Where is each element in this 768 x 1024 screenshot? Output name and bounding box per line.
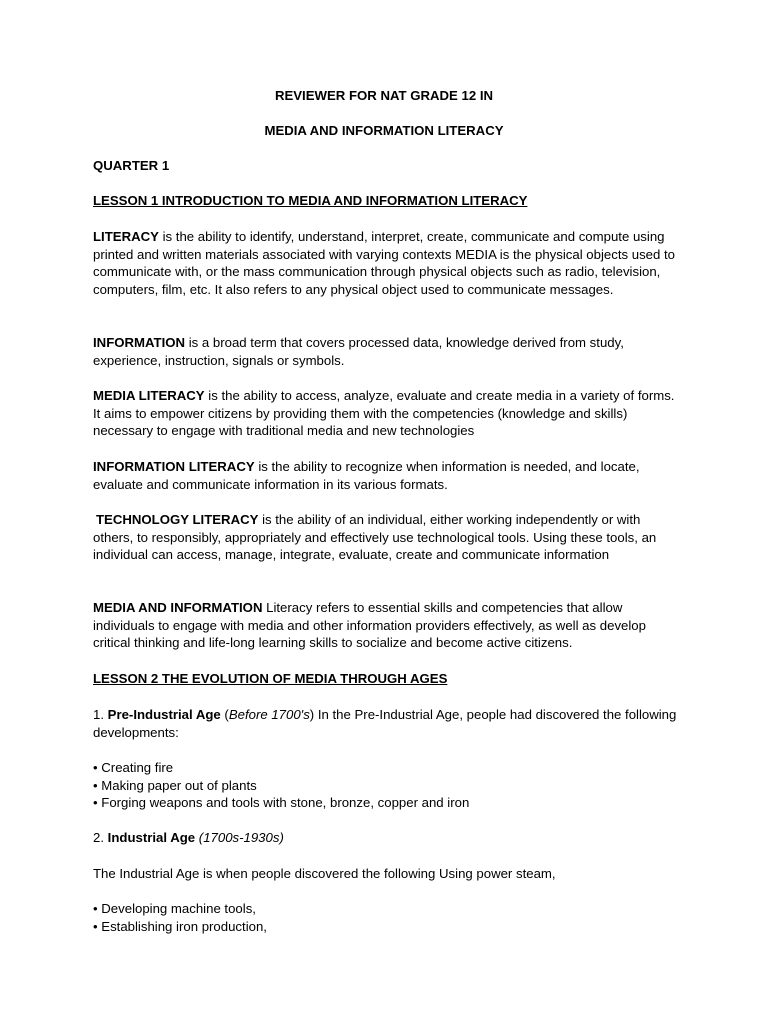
media-literacy-paragraph xyxy=(93,387,683,440)
list-item: • Forging weapons and tools with stone, bronze, copper and iron xyxy=(93,795,470,811)
lesson2-heading: LESSON 2 THE EVOLUTION OF MEDIA THROUGH AGES xyxy=(93,671,448,686)
list-item: • Creating fire xyxy=(93,760,174,775)
information-term: INFORMATION xyxy=(93,335,186,350)
age1-period: Before 1700's xyxy=(228,707,310,722)
doc-title-line1: REVIEWER FOR NAT GRADE 12 IN xyxy=(274,88,494,103)
technology-literacy-term: TECHNOLOGY LITERACY xyxy=(96,512,259,527)
information-literacy-definition: is the ability to recognize when information is needed, and locate, evaluate and communicate information in its various formats. xyxy=(93,459,640,492)
age1-number: 1. xyxy=(93,707,108,722)
age1-description: ) In the Pre-Industrial Age, people had discovered the following developments: xyxy=(93,707,677,740)
age1-name: Pre-Industrial Age xyxy=(107,707,221,722)
literacy-paragraph xyxy=(93,228,683,299)
media-literacy-definition: is the ability to access, analyze, evaluate and create media in a variety of forms. It aims to empower citizens by providing them with the competencies (knowledge and skills) necessary to engage with traditional media and new technologies xyxy=(93,388,675,439)
doc-title-line2: MEDIA AND INFORMATION LITERACY xyxy=(264,123,504,138)
information-definition: is a broad term that covers processed data, knowledge derived from study, experience, instruction, signals or symbols. xyxy=(93,335,624,368)
mil-paragraph xyxy=(93,599,683,652)
age1-paren-open: ( xyxy=(220,707,229,722)
mil-term: MEDIA AND INFORMATION xyxy=(93,600,263,615)
age2-period: (1700s-1930s) xyxy=(198,830,284,845)
list-item: • Making paper out of plants xyxy=(93,777,257,793)
lesson1-heading: LESSON 1 INTRODUCTION TO MEDIA AND INFORMATION LITERACY xyxy=(93,193,528,208)
industrial-age-intro: The Industrial Age is when people discovered the following Using power steam, xyxy=(93,866,556,881)
quarter-heading: QUARTER 1 xyxy=(93,158,170,173)
information-literacy-term: INFORMATION LITERACY xyxy=(93,459,255,474)
technology-literacy-paragraph xyxy=(93,511,683,564)
media-literacy-term: MEDIA LITERACY xyxy=(93,388,205,403)
literacy-term: LITERACY xyxy=(93,229,159,244)
age2-bullet-list xyxy=(93,900,683,935)
mil-definition: Literacy refers to essential skills and competencies that allow individuals to engage with media and other information providers effectively, as well as develop critical thinking and life-long learning skills to socialize and become active citizens. xyxy=(93,600,646,651)
list-item: • Developing machine tools, xyxy=(93,901,256,916)
age1-bullet-list xyxy=(93,759,683,812)
information-literacy-paragraph xyxy=(93,458,683,493)
industrial-age-heading xyxy=(93,829,683,847)
pre-industrial-age-paragraph xyxy=(93,706,683,741)
age2-name: Industrial Age xyxy=(107,830,196,845)
literacy-definition: is the ability to identify, understand, interpret, create, communicate and compute using printed and written materials associated with varying contexts MEDIA is the physical objects used to communicate with, or the mass communication through physical objects such as radio, television, computers, film, etc. It also refers to any physical object used to communicate messages. xyxy=(93,229,675,298)
age2-number: 2. xyxy=(93,830,108,845)
information-paragraph xyxy=(93,334,683,369)
list-item: • Establishing iron production, xyxy=(93,918,267,934)
technology-literacy-definition: is the ability of an individual, either working independently or with others, to responsibly, appropriately and effectively use technological tools. Using these tools, an individual can access, manage, integrate, evaluate, create and communicate information xyxy=(93,512,657,563)
